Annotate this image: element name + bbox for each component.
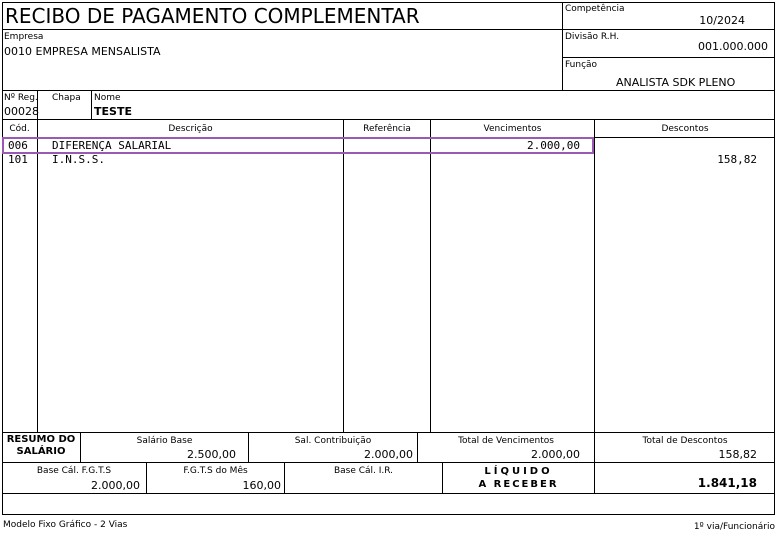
empresa-label: Empresa <box>4 32 44 42</box>
col-header-cod: Cód. <box>9 124 30 134</box>
divisao-value: 001.000.000 <box>698 40 768 53</box>
total-descontos-label: Total de Descontos <box>642 436 728 446</box>
page-title: RECIBO DE PAGAMENTO COMPLEMENTAR <box>5 4 420 28</box>
col-header-vencimentos: Vencimentos <box>483 124 542 134</box>
chapa-label: Chapa <box>52 93 81 103</box>
divider <box>563 29 775 30</box>
cell-descontos: 158,82 <box>717 153 757 166</box>
cell-descricao: DIFERENÇA SALARIAL <box>52 139 172 152</box>
sal-contrib-label: Sal. Contribuição <box>294 436 372 446</box>
divider <box>2 432 775 433</box>
base-fgts-label: Base Cál. F.G.T.S <box>36 466 112 476</box>
resumo-label-2: SALÁRIO <box>16 446 66 457</box>
nome-value: TESTE <box>94 105 132 118</box>
divider <box>563 57 775 58</box>
divider <box>562 2 563 90</box>
resumo-label-1: RESUMO DO <box>6 434 76 445</box>
salario-base-value: 2.500,00 <box>187 448 236 461</box>
col-header-referencia: Referência <box>363 124 411 134</box>
base-fgts-value: 2.000,00 <box>91 479 140 492</box>
liquido-value: 1.841,18 <box>697 476 757 490</box>
divider <box>2 29 563 30</box>
cell-cod: 006 <box>8 139 28 152</box>
divider <box>2 119 775 120</box>
sal-contrib-value: 2.000,00 <box>364 448 413 461</box>
divider <box>2 493 775 494</box>
cell-vencimentos: 2.000,00 <box>527 139 580 152</box>
reg-label: Nº Reg. <box>4 93 38 103</box>
funcao-value: ANALISTA SDK PLENO <box>616 76 736 89</box>
total-vencimentos-value: 2.000,00 <box>531 448 580 461</box>
divider <box>2 462 775 463</box>
total-descontos-value: 158,82 <box>718 448 757 461</box>
liquido-label-2: A RECEBER <box>478 479 559 490</box>
table-row[interactable] <box>2 152 775 166</box>
liquido-label-1: LÍQUIDO <box>484 466 553 477</box>
competencia-label: Competência <box>565 4 625 14</box>
salario-base-label: Salário Base <box>136 436 193 446</box>
divider <box>2 90 775 91</box>
funcao-label: Função <box>565 60 598 70</box>
fgts-mes-value: 160,00 <box>242 479 281 492</box>
fgts-mes-label: F.G.T.S do Mês <box>183 466 248 476</box>
cell-descricao: I.N.S.S. <box>52 153 105 166</box>
empresa-value: 0010 EMPRESA MENSALISTA <box>4 45 161 58</box>
col-header-descricao: Descrição <box>168 124 213 134</box>
total-vencimentos-label: Total de Vencimentos <box>458 436 554 446</box>
divisao-label: Divisão R.H. <box>565 32 620 42</box>
nome-label: Nome <box>94 93 121 103</box>
reg-value: 00028 <box>4 105 39 118</box>
competencia-value: 10/2024 <box>699 14 745 27</box>
modelo-text: Modelo Fixo Gráfico - 2 Vias <box>3 520 128 530</box>
cell-cod: 101 <box>8 153 28 166</box>
divider <box>91 90 92 119</box>
via-text: 1º via/Funcionário <box>693 522 775 532</box>
col-header-descontos: Descontos <box>661 124 709 134</box>
row-selection-highlight <box>2 137 594 154</box>
base-ir-label: Base Cál. I.R. <box>333 466 394 476</box>
